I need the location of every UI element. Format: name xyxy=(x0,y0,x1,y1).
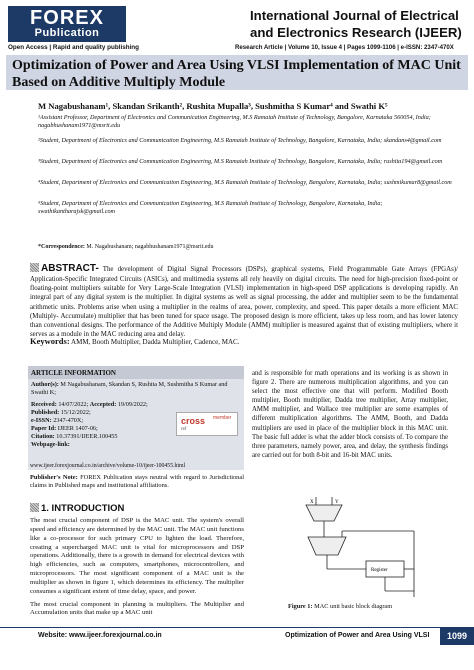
author-label: Author(s): xyxy=(31,381,59,388)
received-date: 14/07/2022; xyxy=(58,401,89,409)
received-label: Received: xyxy=(31,401,57,409)
logo-tagline: Open Access | Rapid and quality publishing xyxy=(8,44,139,51)
affiliation-4: ⁴Student, Department of Electronics and Communication Engineering, M.S Ramaiah Institute of Technology, Bangalore, Karnataka, India; sushmikumar8@gmail.com xyxy=(38,179,452,186)
correspondence-label: *Correspondence: xyxy=(38,244,85,250)
right-column-text: and is responsible for math operations and its working is as shown in figure 2. There are numerous multiplication algorithms, and you can select the most effective one that will perform. Modified Booth multiplier, Booth multiplier, Dadda tree multiplier, Array multiplier, AMM multiplier, and Wallace tree multiplier are some examples of different multiplication algorithms. The AMM, Booth, and Dadda multipliers are used in place of the multiplier block in this MAC unit. The basic full adder is what the adder block consists of. To compare the three parameters, namely power, area, and delay, the synthesis findings are carried out for both 8-bit and 16-bit MAC units. xyxy=(252,370,448,459)
keywords xyxy=(30,336,239,346)
paper-id-value: IJEER 1407-06; xyxy=(57,425,98,433)
section-marker-icon xyxy=(30,263,39,272)
publisher-note-label: Publisher's Note: xyxy=(30,474,78,481)
affiliation-2: ²Student, Department of Electronics and Communication Engineering, M.S Ramaiah Institute of Technology, Bangalore, Karnataka, India; skandans4@gmail.com xyxy=(38,137,442,144)
article-info-dates xyxy=(28,399,170,451)
journal-name: International Journal of Electrical and Electronics Research (IJEER) xyxy=(250,8,462,40)
paper-title: Optimization of Power and Area Using VLSI Implementation of MAC Unit Based on Additive Multiply Module xyxy=(12,58,461,90)
mac-block-diagram xyxy=(276,495,426,601)
citation-label: Citation: xyxy=(31,433,55,441)
published-label: Published: xyxy=(31,409,60,417)
article-info-heading: ARTICLE INFORMATION xyxy=(28,366,244,379)
introduction-paragraph-2: The most crucial component in planning is multipliers. The Multiplier and Accumulation units that make up a MAC unit xyxy=(30,600,244,617)
affiliation-1: ¹Assistant Professor, Department of Electronics and Communication Engineering, M.S Ramaiah Institute of Technology, Bangalore, Karnataka 560054, India; nagabhushanam1971@msrit.edu xyxy=(38,114,431,130)
figure-caption xyxy=(288,603,392,610)
footer-short-title: Optimization of Power and Area Using VLSI xyxy=(285,632,430,639)
webpage-label: Webpage-link: xyxy=(31,441,70,449)
adder-block xyxy=(308,537,346,555)
webpage-link[interactable]: www.ijeer.forexjournal.co.in/archive/volume-10/ijeer-100455.html xyxy=(30,463,186,469)
page-number: 1099 xyxy=(440,628,474,645)
eissn-label: e-ISSN: xyxy=(31,417,52,425)
paper-id-label: Paper Id: xyxy=(31,425,57,433)
article-info-authors xyxy=(28,379,238,399)
crossref-sub: ref xyxy=(181,427,187,432)
logo-line1: FOREX xyxy=(30,7,104,29)
citation-value: 10.37391/IJEER.100455 xyxy=(56,433,118,441)
affiliation-3: ³Student, Department of Electronics and Communication Engineering, M.S Ramaiah Institute of Technology, Bangalore, Karnataka, India; rushita194@gmail.com xyxy=(38,158,443,165)
crossref-member: member xyxy=(213,415,232,421)
correspondence xyxy=(38,244,214,250)
multiplier-block xyxy=(306,505,342,521)
introduction-paragraph-1: The most crucial component of DSP is the MAC unit. The system's overall speed and efficiency are determined by the MAC unit. The MAC unit functions like a co-processor for such primary CPU to lighten the load. Therefore, creating a supercharged MAC unit is vital for microprocessors and DSP operations. Additionally, there is a growth in demand for electrical devices with high efficiencies, such as computers, smartphones, microcontrollers, and microprocessors. The most significant component of a MAC unit is the multiplier as shown in figure 1, which determines its efficiency. The multiplier consumes a significant extent of time delay, space, and power. xyxy=(30,517,244,595)
crossref-brand: cross xyxy=(181,416,206,426)
crossref-badge[interactable] xyxy=(176,412,238,436)
introduction-heading xyxy=(30,503,124,514)
eissn-value: 2347-470X; xyxy=(53,417,84,425)
input-x-label: X xyxy=(310,500,314,505)
footer-website[interactable]: Website: www.ijeer.forexjournal.co.in xyxy=(38,632,162,639)
figure-caption-text: MAC unit basic block diagram xyxy=(314,603,393,610)
accepted-date: 19/09/2022; xyxy=(117,401,148,409)
figure-caption-label: Figure 1: xyxy=(288,603,313,610)
abstract-text: The development of Digital Signal Processors (DSPs), graphical systems, Field Programmable Gate Arrays (FPGAs)/ Application-Specific Integrated Circuits (ASICs), and multimedia systems all rely heavily on digital circuits. The need for high-precision fixed-point or floating-point multipliers suitable for Very Large-Scale Integration (VLSI) implementation in high-speed DSP applications is developing rapidly. An integral part of any digital system is the multiplier. In digital systems as well as signal processing, the adder and multiplier seem to be the fundamental arithmetic units. Problems arise when using a multiplier in the realms of area, power, complexity, and speed. This paper details a more efficient MAC (Multiply- Accumulate) multiplier that has been tuned for space usage. The proposed design is more efficient, takes up less room, and has lower latency than conventional designs. The performance of the Additive Multiply Module (AMM) multiplier is measured against that of existing multipliers, where it serves as a module in the MAC reducing area and delay. xyxy=(30,266,458,338)
article-meta: Research Article | Volume 10, Issue 4 | Pages 1099-1106 | e-ISSN: 2347-470X xyxy=(235,44,454,51)
logo-line2: Publication xyxy=(34,27,100,39)
introduction-body xyxy=(30,517,244,618)
authors: M Nagabushanam¹, Skandan Srikanth², Rushita Mupalla³, Sushmitha S Kumar⁴ and Swathi K⁵ xyxy=(38,101,388,111)
publisher-logo xyxy=(8,6,126,42)
correspondence-text: M. Nagabushanam; nagabhushanam1971@msrit.edu xyxy=(86,244,214,250)
keywords-label: Keywords: xyxy=(30,336,70,346)
input-y-label: Y xyxy=(335,500,339,505)
introduction-heading-text: 1. INTRODUCTION xyxy=(41,503,125,514)
accepted-label: Accepted: xyxy=(89,401,117,409)
abstract xyxy=(30,262,458,339)
publisher-note-text: FOREX Publication stays neutral with regard to Jurisdictional claims in Published maps and institutional affiliations. xyxy=(30,474,244,490)
author-text: M Nagabushanam, Skandan S, Rushita M, Sushmitha S Kumar and Swathi K; xyxy=(31,381,228,397)
register-label: Register xyxy=(371,568,388,573)
keywords-text: AMM, Booth Multiplier, Dadda Multiplier, Cadence, MAC. xyxy=(71,338,240,346)
abstract-heading: ABSTRACT- xyxy=(41,263,99,274)
published-date: 15/12/2022; xyxy=(60,409,91,417)
section-marker-icon xyxy=(30,503,39,512)
affiliation-5: ⁵Student, Department of Electronics and Communication Engineering, M.S Ramaiah Institute of Technology, Bangalore, Karnataka, India; swathikantharajsk@gmail.com xyxy=(38,200,383,216)
publisher-note xyxy=(30,474,244,491)
